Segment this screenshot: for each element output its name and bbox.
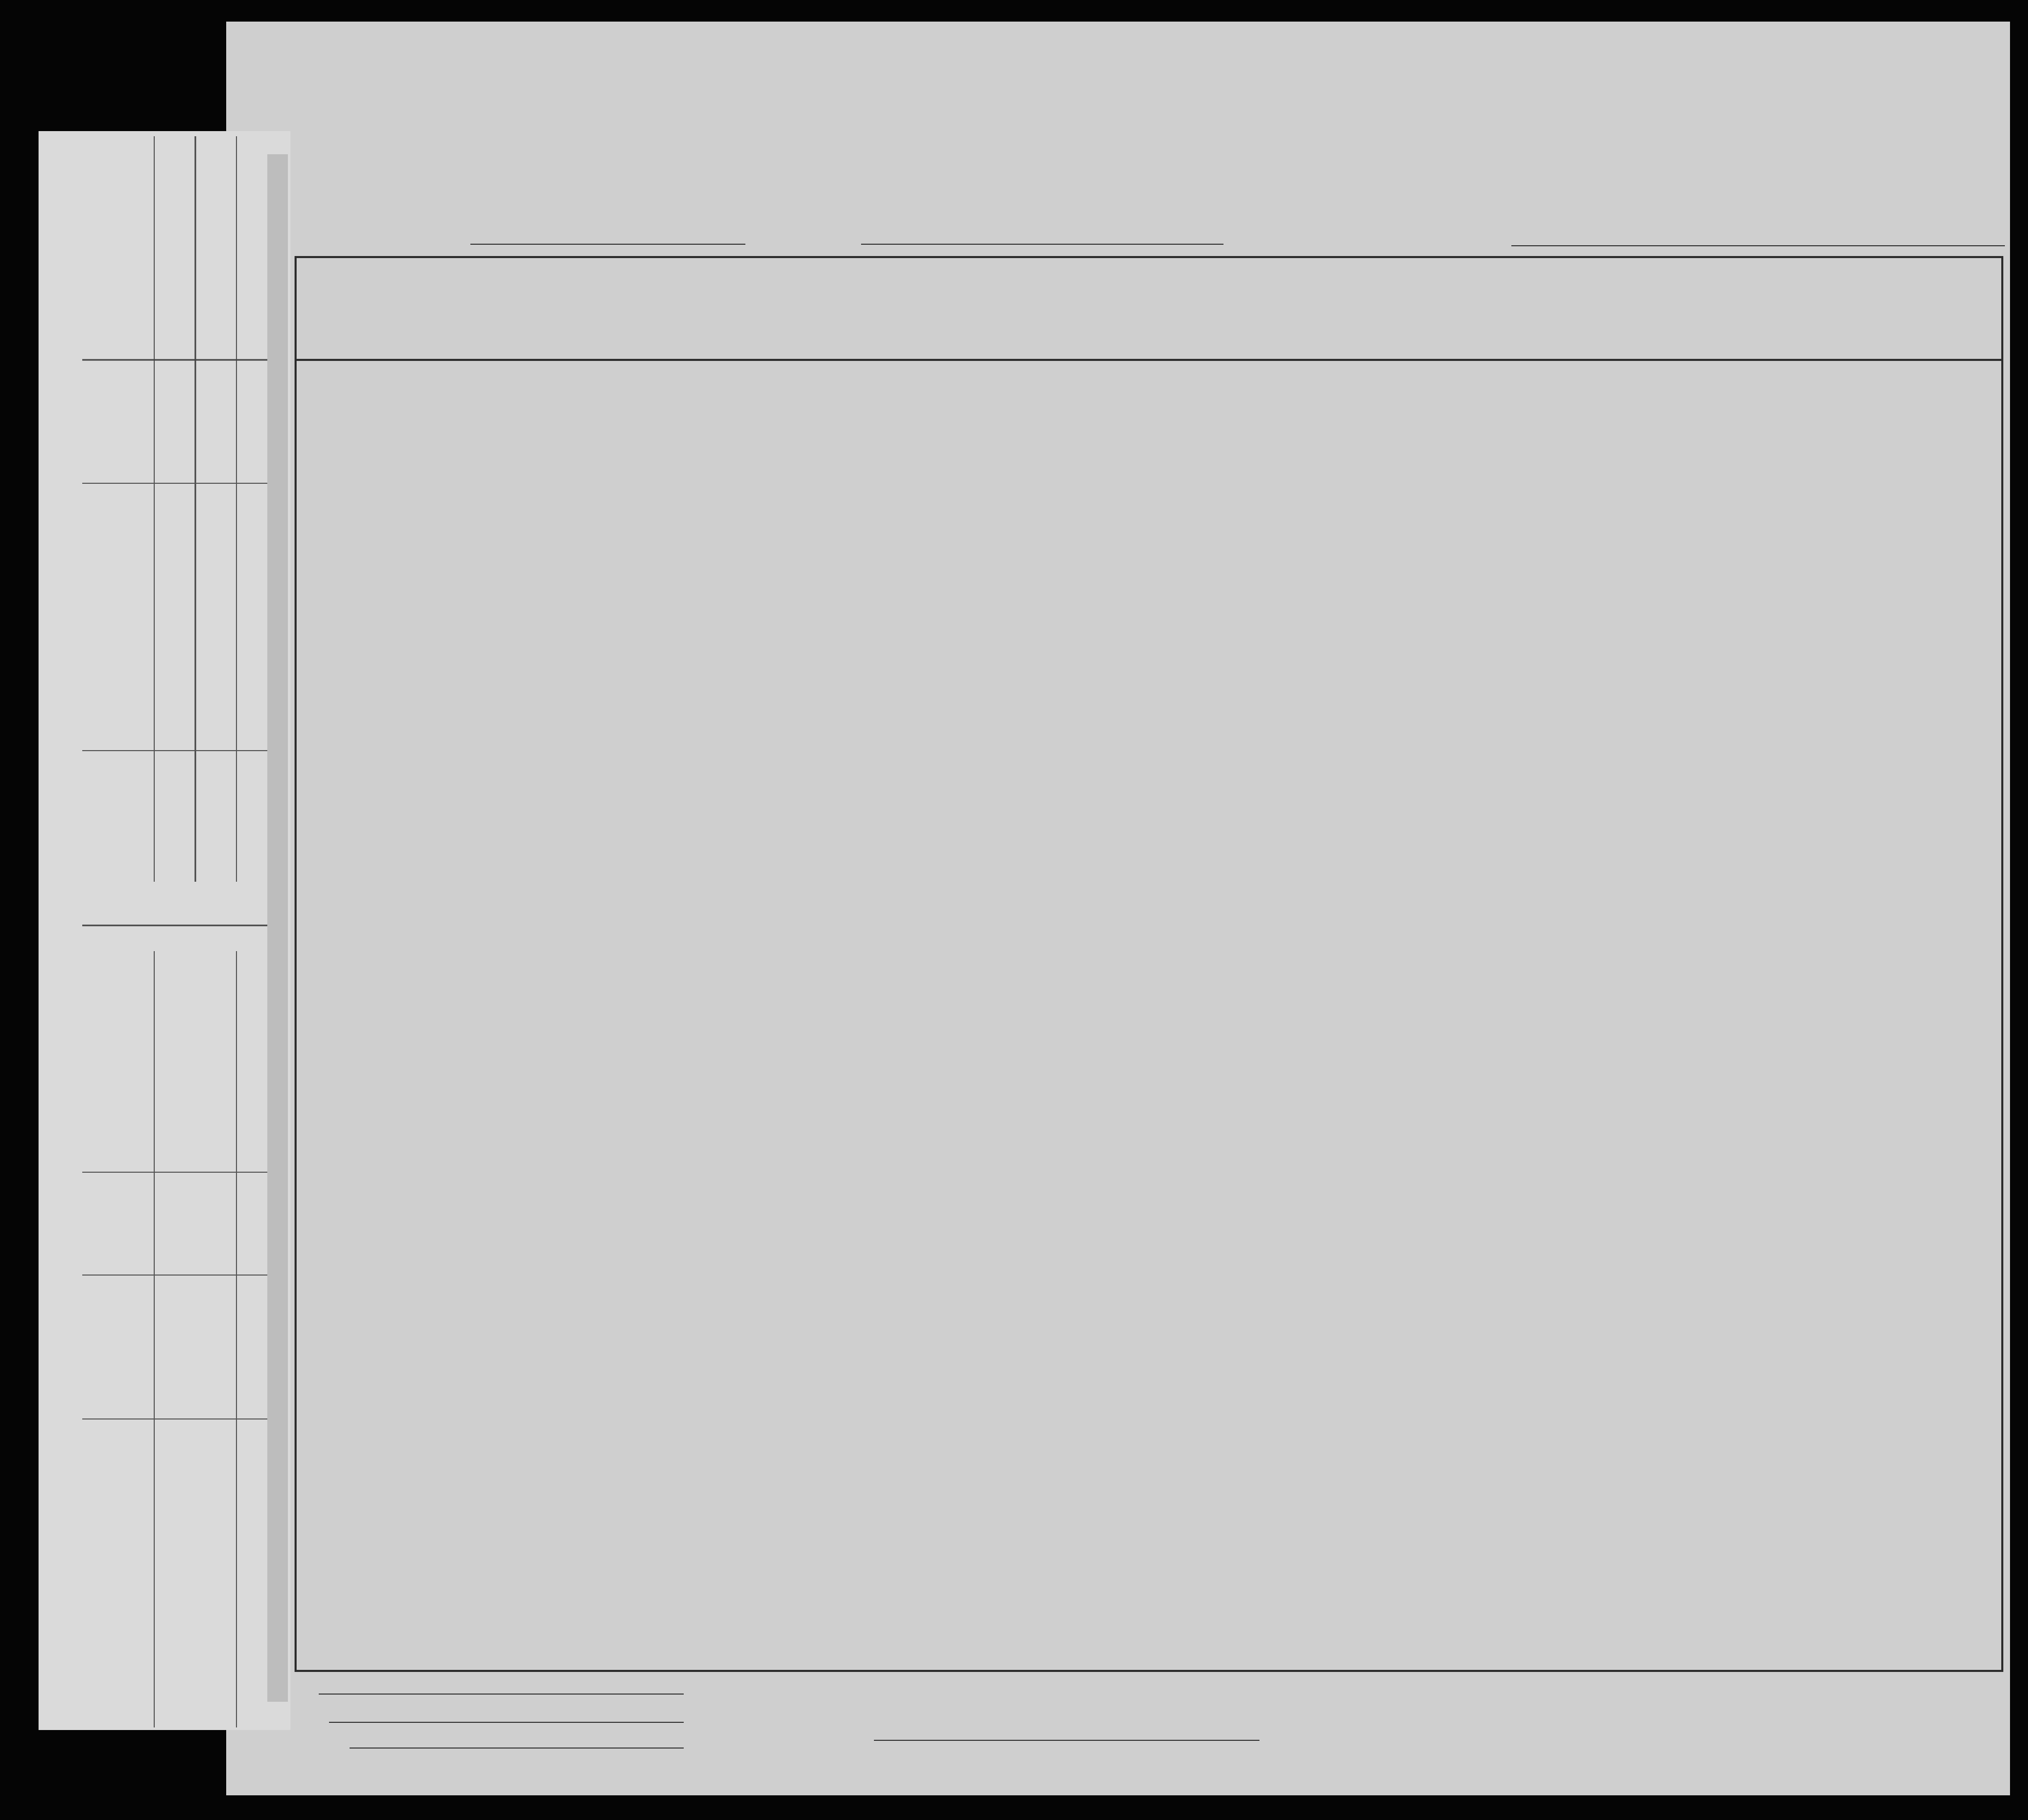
main-sheet [226, 22, 2010, 1795]
side-sheet [39, 131, 290, 1730]
